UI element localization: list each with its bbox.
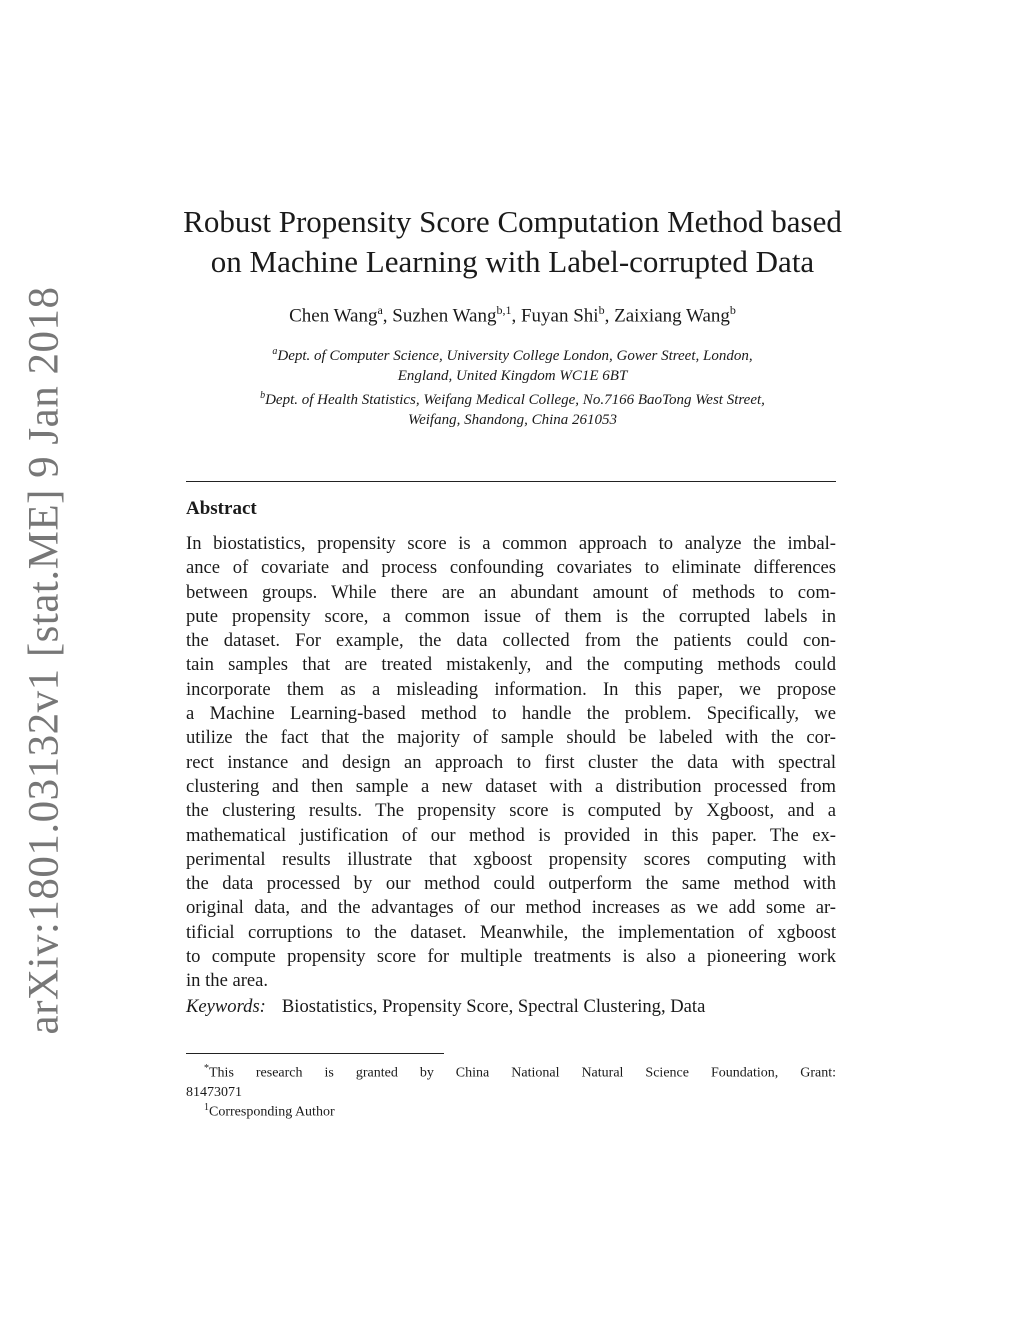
abstract-line: pute propensity score, a common issue of them is the corrupted labels in — [186, 605, 836, 627]
affiliation-text: Dept. of Health Statistics, Weifang Medical College, No.7166 BaoTong West Street, — [265, 392, 765, 408]
title-line-1: Robust Propensity Score Computation Method based — [183, 204, 842, 239]
abstract-line: the data processed by our method could outperform the same method with — [186, 873, 836, 895]
abstract-top-rule — [186, 481, 836, 482]
abstract-line: in the area. — [186, 970, 269, 992]
affiliation-mark: b — [260, 390, 266, 401]
footnote-grant-text: This research is granted by China National Natural Science Foundation, Grant: — [209, 1065, 836, 1081]
abstract-line: rect instance and design an approach to first cluster the data with spectral — [186, 751, 836, 773]
keywords — [186, 996, 705, 1018]
abstract-line: tain samples that are treated mistakenly, and the computing methods could — [186, 654, 836, 676]
author-name: Chen Wang — [289, 305, 378, 327]
affiliation-text: Dept. of Computer Science, University College London, Gower Street, London, — [277, 348, 753, 364]
footnote-mark: 1 — [204, 1102, 209, 1113]
keywords-text: Biostatistics, Propensity Score, Spectral Clustering, Data — [281, 996, 706, 1017]
abstract-line: clustering and then sample a new dataset with a distribution processed from — [186, 775, 836, 797]
abstract-heading: Abstract — [186, 498, 257, 519]
abstract-body — [186, 532, 836, 994]
arxiv-identifier-text: arXiv:1801.03132v1 [stat.ME] 9 Jan 2018 — [20, 285, 68, 1035]
author-name: Fuyan Shi — [520, 305, 599, 327]
abstract-line: to compute propensity score for multiple treatments is also a pioneering work — [186, 946, 836, 968]
author-name: Zaixiang Wang — [614, 305, 730, 327]
abstract-line: the clustering results. The propensity score is computed by Xgboost, and a — [186, 800, 836, 822]
abstract-line: ance of covariate and process confounding covariates to eliminate differences — [186, 557, 836, 579]
affiliation-b-line-1 — [140, 386, 885, 410]
author-list — [140, 303, 885, 327]
affiliation-b-line-2: Weifang, Shandong, China 261053 — [407, 412, 618, 428]
affiliation-mark: a — [272, 346, 278, 357]
author-affil-mark: b — [598, 303, 605, 317]
abstract-line: a Machine Learning-based method to handle the problem. Specifically, we — [186, 703, 836, 725]
author-affil-mark: a — [377, 303, 383, 317]
keywords-label: Keywords: — [186, 996, 266, 1017]
author-separator: , — [604, 305, 615, 327]
footnote-corresponding-text: Corresponding Author — [209, 1104, 335, 1120]
abstract-line: In biostatistics, propensity score is a common approach to analyze the imbal- — [186, 533, 836, 554]
affiliations — [140, 342, 885, 430]
abstract-line: perimental results illustrate that xgboost propensity scores computing with — [186, 848, 836, 870]
abstract-line: utilize the fact that the majority of sample should be labeled with the cor- — [186, 727, 836, 749]
title-line-2: on Machine Learning with Label-corrupted Data — [210, 244, 815, 279]
abstract-line: mathematical justification of our method is provided in this paper. The ex- — [186, 824, 836, 846]
author-separator: , — [382, 305, 393, 327]
affiliation-a-line-2: England, United Kingdom WC1E 6BT — [397, 368, 628, 384]
author-name: Suzhen Wang — [392, 305, 497, 327]
footnote-rule — [186, 1053, 444, 1054]
author-separator: , — [511, 305, 521, 327]
arxiv-identifier — [18, 285, 70, 1035]
footnote-grant-line-1 — [186, 1059, 836, 1083]
abstract-line: between groups. While there are an abundant amount of methods to com- — [186, 581, 836, 603]
footnote-mark: * — [204, 1063, 209, 1074]
abstract-line: tificial corruptions to the dataset. Meanwhile, the implementation of xgboost — [186, 921, 836, 943]
affiliation-a-line-1 — [140, 342, 885, 366]
abstract-line: the dataset. For example, the data collected from the patients could con- — [186, 630, 836, 652]
author-affil-mark: b,1 — [496, 303, 512, 317]
footnote-corresponding — [186, 1098, 836, 1122]
abstract-line: original data, and the advantages of our method increases as we add some ar- — [186, 897, 836, 919]
footnote-grant — [186, 1059, 836, 1102]
abstract-line: incorporate them as a misleading information. In this paper, we propose — [186, 678, 836, 700]
footnote-grant-line-2: 81473071 — [186, 1084, 242, 1100]
author-affil-mark: b — [729, 303, 736, 317]
paper-title — [140, 202, 885, 282]
